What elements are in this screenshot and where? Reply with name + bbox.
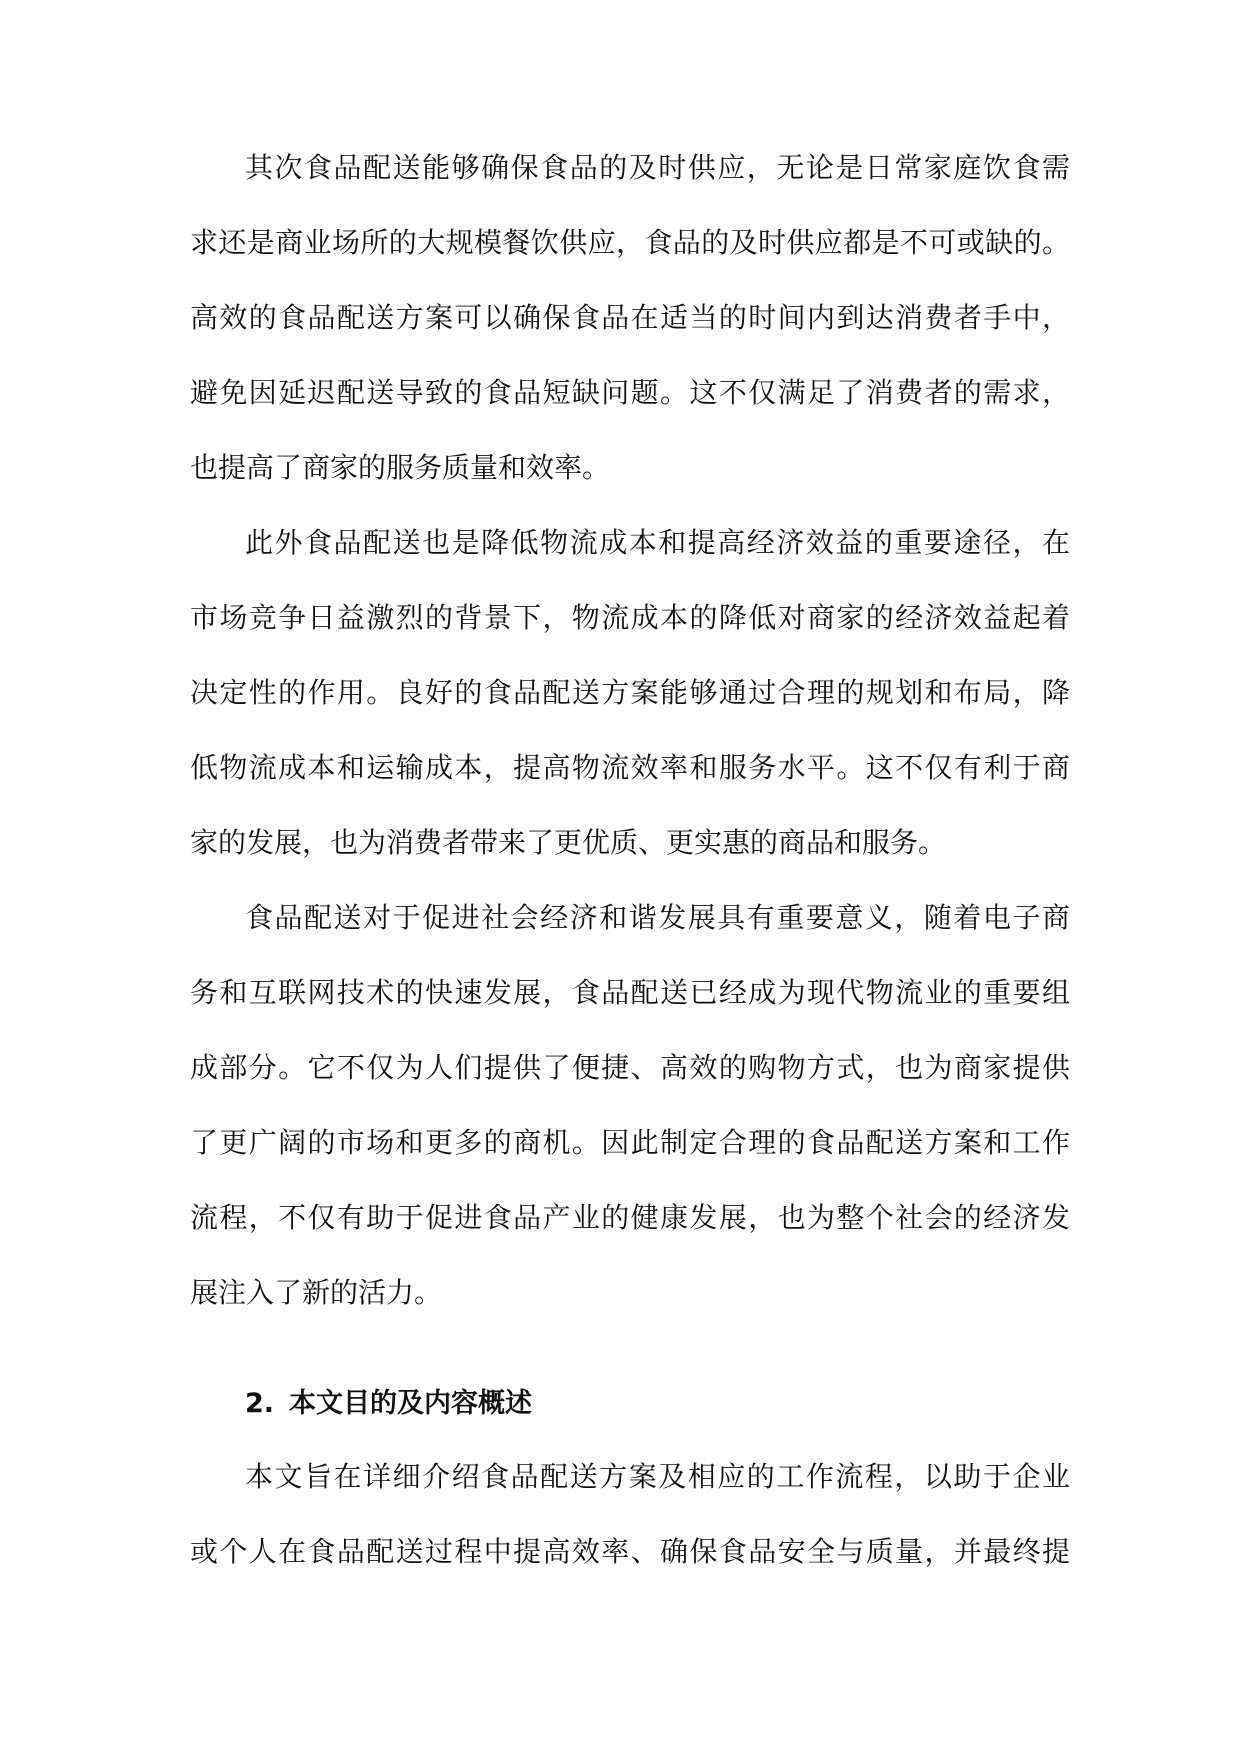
paragraph-3-line-3: 成部分。它不仅为人们提供了便捷、高效的购物方式，也为商家提供 — [190, 1051, 1070, 1084]
section-paragraph-line-2: 或个人在食品配送过程中提高效率、确保食品安全与质量，并最终提 — [190, 1535, 1070, 1568]
paragraph-1-line-5: 也提高了商家的服务质量和效率。 — [190, 451, 611, 484]
paragraph-3-line-5: 流程，不仅有助于促进食品产业的健康发展，也为整个社会的经济发 — [190, 1201, 1070, 1234]
paragraph-1-line-3: 高效的食品配送方案可以确保食品在适当的时间内到达消费者手中， — [190, 301, 1070, 334]
paragraph-2-line-1: 此外食品配送也是降低物流成本和提高经济效益的重要途径，在 — [245, 526, 1070, 559]
section-heading-title: 本文目的及内容概述 — [289, 1388, 532, 1419]
paragraph-2-line-3: 决定性的作用。良好的食品配送方案能够通过合理的规划和布局，降 — [190, 676, 1070, 709]
section-heading — [245, 1384, 532, 1424]
section-paragraph-line-1: 本文旨在详细介绍食品配送方案及相应的工作流程，以助于企业 — [245, 1460, 1070, 1493]
section-heading-number: 2. — [245, 1388, 275, 1419]
paragraph-1-line-2: 求还是商业场所的大规模餐饮供应，食品的及时供应都是不可或缺的。 — [190, 226, 1070, 259]
paragraph-2-line-5: 家的发展，也为消费者带来了更优质、更实惠的商品和服务。 — [190, 826, 947, 859]
paragraph-3-line-1: 食品配送对于促进社会经济和谐发展具有重要意义，随着电子商 — [245, 901, 1070, 934]
paragraph-2-line-4: 低物流成本和运输成本，提高物流效率和服务水平。这不仅有利于商 — [190, 751, 1070, 784]
paragraph-3-line-6: 展注入了新的活力。 — [190, 1276, 443, 1309]
paragraph-3-line-4: 了更广阔的市场和更多的商机。因此制定合理的食品配送方案和工作 — [190, 1126, 1070, 1159]
paragraph-1-line-1: 其次食品配送能够确保食品的及时供应，无论是日常家庭饮食需 — [245, 151, 1070, 184]
paragraph-1-line-4: 避免因延迟配送导致的食品短缺问题。这不仅满足了消费者的需求， — [190, 376, 1070, 409]
paragraph-3-line-2: 务和互联网技术的快速发展，食品配送已经成为现代物流业的重要组 — [190, 976, 1070, 1009]
paragraph-2-line-2: 市场竞争日益激烈的背景下，物流成本的降低对商家的经济效益起着 — [190, 601, 1070, 634]
